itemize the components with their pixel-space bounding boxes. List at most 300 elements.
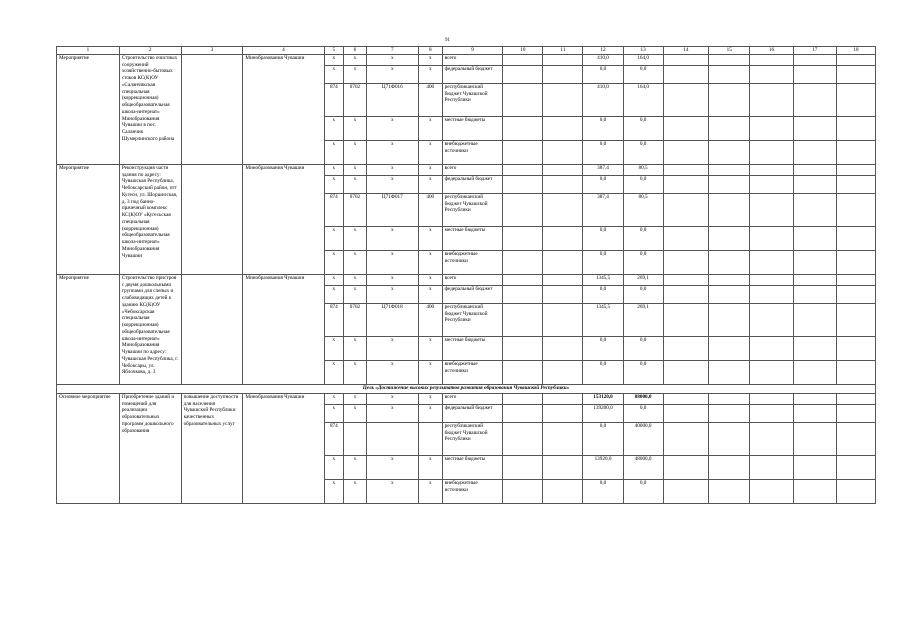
empty-cell-17 <box>793 226 836 250</box>
empty-cell-18 <box>836 250 875 274</box>
value-col12: 0,0 <box>583 360 623 384</box>
empty-cell-11 <box>543 250 583 274</box>
empty-cell-16 <box>750 404 793 422</box>
budget-code-c6: x <box>344 393 367 404</box>
empty-cell-14 <box>663 226 709 250</box>
budget-code-c6: x <box>344 226 367 250</box>
empty-cell-16 <box>750 164 793 175</box>
budget-code-c5: x <box>324 140 344 164</box>
empty-cell-11 <box>543 274 583 285</box>
budget-code-c6: 0702 <box>344 83 367 116</box>
empty-cell-10 <box>503 336 543 360</box>
funding-source: внебюджетные источники <box>442 479 503 503</box>
budget-code-c8: x <box>418 164 442 175</box>
empty-cell-18 <box>836 360 875 384</box>
value-col13: 80,5 <box>623 193 663 226</box>
empty-cell-11 <box>543 226 583 250</box>
activity-name: Реконструкция части здания по адресу: Чувашская Республика, Чебоксарский район, пгт Кугеси, ул. Шоршелская, д. 3 под банно-прачечный комплекс КС(К)ОУ «Кугесьская специальная (коррекционная) общеобразовательная школа-интернат» Минобразования Чувашии <box>119 164 181 274</box>
empty-cell-15 <box>709 226 750 250</box>
empty-cell-16 <box>750 303 793 336</box>
empty-cell-15 <box>709 274 750 285</box>
budget-code-c7: x <box>366 54 418 65</box>
budget-code-c7: x <box>366 274 418 285</box>
empty-cell-11 <box>543 54 583 65</box>
empty-cell-10 <box>503 303 543 336</box>
goal-row <box>57 384 876 393</box>
table-row <box>57 393 876 404</box>
empty-cell-14 <box>663 285 709 303</box>
empty-cell-14 <box>663 336 709 360</box>
empty-cell-14 <box>663 54 709 65</box>
empty-cell-18 <box>836 455 875 479</box>
budget-code-c7: x <box>366 360 418 384</box>
empty-cell-17 <box>793 250 836 274</box>
budget-code-c6: x <box>344 274 367 285</box>
budget-code-c6: x <box>344 404 367 422</box>
empty-cell-11 <box>543 175 583 193</box>
empty-cell-15 <box>709 83 750 116</box>
value-col13: 0,0 <box>623 116 663 140</box>
funding-source: всего <box>442 393 503 404</box>
budget-code-c8: x <box>418 404 442 422</box>
budget-code-c6: x <box>344 54 367 65</box>
value-col13: 0,0 <box>623 479 663 503</box>
empty-cell-10 <box>503 479 543 503</box>
value-col12: 410,0 <box>583 83 623 116</box>
funding-source: республиканский бюджет Чувашской Республики <box>442 83 503 116</box>
header-cell: 17 <box>793 47 836 55</box>
empty-cell-11 <box>543 164 583 175</box>
empty-cell-11 <box>543 404 583 422</box>
goal-heading: Цель «Достижение высоких результатов развития образования Чувашской Республики» <box>57 384 876 393</box>
activity-name: Приобретение зданий и помещений для реализации образовательных программ дошкольного образования <box>119 393 181 503</box>
empty-cell-10 <box>503 404 543 422</box>
value-col12: 387,4 <box>583 164 623 175</box>
activity-type: Основное мероприятие <box>57 393 120 503</box>
funding-source: всего <box>442 164 503 175</box>
budget-code-c7: Ц71Ф017 <box>366 193 418 226</box>
value-col13: 48000,0 <box>623 455 663 479</box>
target-indicator <box>181 274 243 384</box>
empty-cell-15 <box>709 422 750 455</box>
empty-cell-10 <box>503 83 543 116</box>
value-col12: 153120,0 <box>583 393 623 404</box>
empty-cell-15 <box>709 164 750 175</box>
empty-cell-17 <box>793 422 836 455</box>
budget-code-c5: x <box>324 285 344 303</box>
funding-source: федеральный бюджет <box>442 285 503 303</box>
empty-cell-15 <box>709 336 750 360</box>
header-cell: 3 <box>181 47 243 55</box>
budget-code-c5: x <box>324 274 344 285</box>
empty-cell-17 <box>793 404 836 422</box>
table-row <box>57 274 876 285</box>
budget-code-c6: x <box>344 140 367 164</box>
budget-code-c5: 874 <box>324 422 344 455</box>
empty-cell-14 <box>663 360 709 384</box>
value-col13: 0,0 <box>623 404 663 422</box>
empty-cell-11 <box>543 455 583 479</box>
budget-code-c5: x <box>324 404 344 422</box>
value-col13: 0,0 <box>623 226 663 250</box>
budget-code-c8: x <box>418 455 442 479</box>
budget-code-c5: x <box>324 116 344 140</box>
responsible-executor: Минобразования Чувашии <box>243 393 324 503</box>
value-col12: 0,0 <box>583 479 623 503</box>
empty-cell-16 <box>750 455 793 479</box>
empty-cell-14 <box>663 404 709 422</box>
empty-cell-16 <box>750 479 793 503</box>
value-col13: 80,5 <box>623 164 663 175</box>
budget-code-c7: x <box>366 479 418 503</box>
value-col13: 0,0 <box>623 360 663 384</box>
activity-type: Мероприятие <box>57 164 120 274</box>
empty-cell-15 <box>709 393 750 404</box>
value-col13: 164,0 <box>623 83 663 116</box>
value-col12: 410,0 <box>583 54 623 65</box>
value-col12: 387,4 <box>583 193 623 226</box>
budget-code-c7: x <box>366 455 418 479</box>
empty-cell-14 <box>663 303 709 336</box>
header-cell: 5 <box>324 47 344 55</box>
header-cell: 15 <box>709 47 750 55</box>
budget-code-c6: x <box>344 175 367 193</box>
budget-code-c6: x <box>344 479 367 503</box>
header-cell: 14 <box>663 47 709 55</box>
empty-cell-16 <box>750 422 793 455</box>
funding-source: федеральный бюджет <box>442 175 503 193</box>
budget-code-c7: x <box>366 140 418 164</box>
empty-cell-16 <box>750 83 793 116</box>
empty-cell-18 <box>836 303 875 336</box>
value-col13: 40000,0 <box>623 422 663 455</box>
empty-cell-16 <box>750 336 793 360</box>
budget-code-c7: x <box>366 250 418 274</box>
empty-cell-17 <box>793 285 836 303</box>
empty-cell-16 <box>750 175 793 193</box>
value-col12: 0,0 <box>583 140 623 164</box>
activity-name: Строительство очистных сооружений хозяйственно-бытовых стоков КС(К)ОУ «Саланчикская специальная (коррекционная) общеобразовательная школа-интернат» Минобразования Чувашии в пос. Саланчик Шумерлинского района <box>119 54 181 164</box>
activity-type: Мероприятие <box>57 274 120 384</box>
budget-code-c7: x <box>366 116 418 140</box>
budget-code-c5: x <box>324 455 344 479</box>
empty-cell-16 <box>750 116 793 140</box>
budget-code-c5: x <box>324 250 344 274</box>
header-cell: 2 <box>119 47 181 55</box>
header-cell: 7 <box>366 47 418 55</box>
empty-cell-17 <box>793 164 836 175</box>
budget-code-c7: x <box>366 336 418 360</box>
funding-source: федеральный бюджет <box>442 65 503 83</box>
empty-cell-11 <box>543 360 583 384</box>
value-col13: 269,1 <box>623 303 663 336</box>
empty-cell-11 <box>543 422 583 455</box>
empty-cell-18 <box>836 422 875 455</box>
empty-cell-16 <box>750 226 793 250</box>
budget-code-c8: x <box>418 479 442 503</box>
value-col12: 13920,0 <box>583 455 623 479</box>
header-cell: 6 <box>344 47 367 55</box>
header-row <box>57 47 876 55</box>
empty-cell-18 <box>836 83 875 116</box>
empty-cell-17 <box>793 455 836 479</box>
budget-code-c8: x <box>418 65 442 83</box>
value-col13: 269,1 <box>623 274 663 285</box>
empty-cell-17 <box>793 479 836 503</box>
empty-cell-15 <box>709 303 750 336</box>
empty-cell-15 <box>709 193 750 226</box>
empty-cell-15 <box>709 479 750 503</box>
budget-code-c8: x <box>418 250 442 274</box>
empty-cell-15 <box>709 65 750 83</box>
empty-cell-17 <box>793 360 836 384</box>
empty-cell-11 <box>543 393 583 404</box>
empty-cell-15 <box>709 175 750 193</box>
budget-code-c5: 874 <box>324 303 344 336</box>
activity-name: Строительство пристроя с двумя дошкольными группами для слепых и слабовидящих детей к зданию КС(К)ОУ «Чебоксарская специальная (коррекционная) общеобразовательная школа-интернат» Минобразования Чувашии по адресу: Чувашская Республика, г. Чебоксары, ул. Яблочкова, д. 3 <box>119 274 181 384</box>
budget-code-c7: x <box>366 404 418 422</box>
budget-code-c7: x <box>366 175 418 193</box>
value-col12: 0,0 <box>583 336 623 360</box>
table-row <box>57 54 876 65</box>
responsible-executor: Минобразования Чувашии <box>243 54 324 164</box>
header-cell: 8 <box>418 47 442 55</box>
empty-cell-16 <box>750 393 793 404</box>
empty-cell-14 <box>663 479 709 503</box>
empty-cell-10 <box>503 116 543 140</box>
empty-cell-11 <box>543 336 583 360</box>
empty-cell-17 <box>793 193 836 226</box>
empty-cell-18 <box>836 226 875 250</box>
budget-code-c7: x <box>366 285 418 303</box>
empty-cell-16 <box>750 285 793 303</box>
funding-source: федеральный бюджет <box>442 404 503 422</box>
empty-cell-10 <box>503 65 543 83</box>
empty-cell-10 <box>503 175 543 193</box>
empty-cell-16 <box>750 65 793 83</box>
budget-code-c8: x <box>418 140 442 164</box>
funding-source: всего <box>442 54 503 65</box>
empty-cell-10 <box>503 274 543 285</box>
empty-cell-11 <box>543 140 583 164</box>
funding-source: внебюджетные источники <box>442 360 503 384</box>
empty-cell-15 <box>709 285 750 303</box>
funding-source: республиканский бюджет Чувашской Республики <box>442 193 503 226</box>
empty-cell-15 <box>709 250 750 274</box>
value-col12: 1345,5 <box>583 274 623 285</box>
empty-cell-15 <box>709 116 750 140</box>
empty-cell-10 <box>503 226 543 250</box>
budget-code-c8: x <box>418 360 442 384</box>
empty-cell-14 <box>663 83 709 116</box>
empty-cell-10 <box>503 250 543 274</box>
budget-code-c7: x <box>366 65 418 83</box>
funding-source: всего <box>442 274 503 285</box>
budget-table <box>56 46 876 504</box>
empty-cell-18 <box>836 274 875 285</box>
empty-cell-10 <box>503 360 543 384</box>
value-col13: 0,0 <box>623 336 663 360</box>
empty-cell-10 <box>503 422 543 455</box>
budget-code-c6: x <box>344 360 367 384</box>
empty-cell-17 <box>793 175 836 193</box>
empty-cell-11 <box>543 83 583 116</box>
budget-code-c5: x <box>324 164 344 175</box>
empty-cell-11 <box>543 285 583 303</box>
budget-code-c8: x <box>418 116 442 140</box>
funding-source: местные бюджеты <box>442 226 503 250</box>
empty-cell-16 <box>750 140 793 164</box>
empty-cell-11 <box>543 479 583 503</box>
empty-cell-15 <box>709 140 750 164</box>
budget-code-c8: x <box>418 285 442 303</box>
budget-code-c6: x <box>344 285 367 303</box>
value-col12: 139200,0 <box>583 404 623 422</box>
empty-cell-15 <box>709 455 750 479</box>
budget-code-c7: x <box>366 164 418 175</box>
budget-code-c7 <box>366 422 418 455</box>
empty-cell-17 <box>793 274 836 285</box>
budget-code-c6: 0702 <box>344 303 367 336</box>
budget-code-c6: 0702 <box>344 193 367 226</box>
empty-cell-10 <box>503 54 543 65</box>
empty-cell-14 <box>663 116 709 140</box>
empty-cell-17 <box>793 54 836 65</box>
budget-code-c7: x <box>366 226 418 250</box>
empty-cell-17 <box>793 116 836 140</box>
empty-cell-18 <box>836 175 875 193</box>
budget-code-c8: x <box>418 54 442 65</box>
funding-source: местные бюджеты <box>442 455 503 479</box>
empty-cell-18 <box>836 164 875 175</box>
budget-code-c6: x <box>344 116 367 140</box>
empty-cell-18 <box>836 54 875 65</box>
empty-cell-16 <box>750 274 793 285</box>
empty-cell-18 <box>836 336 875 360</box>
value-col13: 0,0 <box>623 175 663 193</box>
value-col13: 164,0 <box>623 54 663 65</box>
budget-code-c7: Ц71Ф018 <box>366 303 418 336</box>
empty-cell-16 <box>750 193 793 226</box>
empty-cell-10 <box>503 164 543 175</box>
empty-cell-18 <box>836 393 875 404</box>
empty-cell-10 <box>503 193 543 226</box>
target-indicator: повышение доступности для населения Чувашской Республики качественных образовательных услуг <box>181 393 243 503</box>
value-col13: 0,0 <box>623 285 663 303</box>
value-col13: 0,0 <box>623 65 663 83</box>
funding-source: республиканский бюджет Чувашской Республики <box>442 303 503 336</box>
empty-cell-11 <box>543 65 583 83</box>
empty-cell-10 <box>503 285 543 303</box>
budget-code-c6: x <box>344 65 367 83</box>
activity-type: Мероприятие <box>57 54 120 164</box>
budget-code-c6 <box>344 422 367 455</box>
empty-cell-17 <box>793 83 836 116</box>
funding-source: местные бюджеты <box>442 336 503 360</box>
table-row <box>57 164 876 175</box>
empty-cell-18 <box>836 193 875 226</box>
budget-code-c6: x <box>344 250 367 274</box>
budget-code-c5: x <box>324 393 344 404</box>
empty-cell-14 <box>663 175 709 193</box>
funding-source: внебюджетные источники <box>442 140 503 164</box>
budget-code-c5: x <box>324 336 344 360</box>
funding-source: местные бюджеты <box>442 116 503 140</box>
empty-cell-18 <box>836 116 875 140</box>
target-indicator <box>181 164 243 274</box>
value-col12: 0,0 <box>583 285 623 303</box>
empty-cell-15 <box>709 404 750 422</box>
empty-cell-14 <box>663 393 709 404</box>
empty-cell-18 <box>836 404 875 422</box>
empty-cell-11 <box>543 116 583 140</box>
value-col12: 0,0 <box>583 422 623 455</box>
funding-source: республиканский бюджет Чувашской Республики <box>442 422 503 455</box>
empty-cell-17 <box>793 140 836 164</box>
value-col12: 0,0 <box>583 226 623 250</box>
funding-source: внебюджетные источники <box>442 250 503 274</box>
budget-code-c8: 400 <box>418 83 442 116</box>
empty-cell-18 <box>836 479 875 503</box>
budget-code-c8: x <box>418 226 442 250</box>
responsible-executor: Минобразования Чувашии <box>243 164 324 274</box>
budget-code-c8: x <box>418 336 442 360</box>
budget-code-c8: 400 <box>418 193 442 226</box>
empty-cell-18 <box>836 140 875 164</box>
budget-code-c8: x <box>418 274 442 285</box>
budget-code-c5: x <box>324 54 344 65</box>
empty-cell-16 <box>750 250 793 274</box>
empty-cell-16 <box>750 360 793 384</box>
value-col12: 1345,5 <box>583 303 623 336</box>
value-col13: 0,0 <box>623 250 663 274</box>
header-cell: 9 <box>442 47 503 55</box>
budget-code-c8: x <box>418 175 442 193</box>
header-cell: 13 <box>623 47 663 55</box>
empty-cell-15 <box>709 54 750 65</box>
empty-cell-17 <box>793 336 836 360</box>
empty-cell-14 <box>663 140 709 164</box>
header-cell: 1 <box>57 47 120 55</box>
header-cell: 18 <box>836 47 875 55</box>
budget-code-c6: x <box>344 336 367 360</box>
budget-code-c5: 874 <box>324 83 344 116</box>
budget-code-c7: x <box>366 393 418 404</box>
empty-cell-17 <box>793 303 836 336</box>
empty-cell-17 <box>793 65 836 83</box>
budget-code-c5: x <box>324 226 344 250</box>
value-col12: 0,0 <box>583 175 623 193</box>
header-cell: 4 <box>243 47 324 55</box>
empty-cell-14 <box>663 455 709 479</box>
budget-code-c5: x <box>324 360 344 384</box>
budget-code-c6: x <box>344 164 367 175</box>
empty-cell-14 <box>663 250 709 274</box>
header-cell: 10 <box>503 47 543 55</box>
empty-cell-15 <box>709 360 750 384</box>
value-col12: 0,0 <box>583 65 623 83</box>
budget-code-c5: x <box>324 479 344 503</box>
budget-code-c6: x <box>344 455 367 479</box>
empty-cell-14 <box>663 193 709 226</box>
empty-cell-14 <box>663 274 709 285</box>
empty-cell-16 <box>750 54 793 65</box>
empty-cell-14 <box>663 65 709 83</box>
page-number: 91 <box>445 38 450 43</box>
empty-cell-17 <box>793 393 836 404</box>
budget-code-c8: x <box>418 393 442 404</box>
empty-cell-11 <box>543 193 583 226</box>
